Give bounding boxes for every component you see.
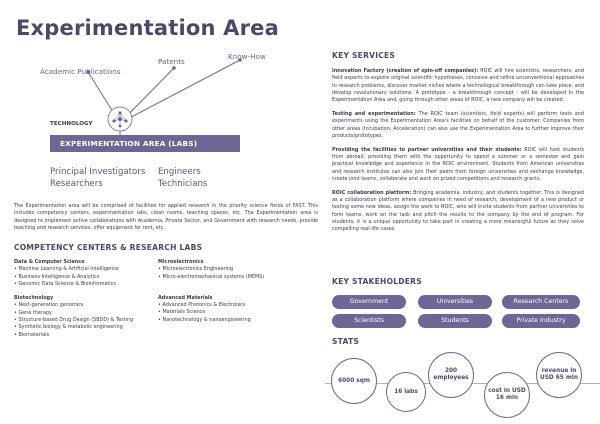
academic-publications-label: Academic Publications bbox=[40, 67, 121, 76]
competency-heading: COMPETENCY CENTERS & RESEARCH LABS bbox=[14, 243, 203, 252]
group-title: Advanced Materials bbox=[158, 294, 213, 301]
intro-paragraph: The Experimentation area will be comprised of facilities for applied research in the priority science fields of FAST. This includes competency centers, experimentation labs, clean rooms, teaching spaces, etc. The Experimentation area is designed to implement active collaborations with Academia, Private Sector, and Government with research needs, provide teaching and research services, offer equipment for rent, etc. bbox=[14, 203, 318, 231]
group-title: Data & Computer Science bbox=[14, 259, 85, 265]
stat-sqm: 6000 sqm bbox=[331, 358, 377, 404]
key-services-text bbox=[332, 68, 584, 240]
technology-label: TECHNOLOGY bbox=[50, 121, 93, 127]
role-technicians: Technicians bbox=[158, 178, 208, 189]
stat-labs: 16 labs bbox=[386, 372, 426, 412]
know-how-label: Know-How bbox=[228, 52, 266, 61]
service-paragraph: Testing and experimentation: The ROIC team (scientists, field experts) will perform tests and experiments using the Experimentation Area's facilities on behalf of the customer. Companies from other areas (Incubation, Acceleration) can also use the Experimentation Area to further improve their products/prototypes. bbox=[332, 110, 584, 139]
group-title: Microelectronics bbox=[158, 259, 204, 265]
experimentation-labs-bar: EXPERIMENTATION AREA (LABS) bbox=[50, 135, 240, 152]
service-paragraph: ROIC collaboration platform: Bringing academia, industry, and students together. This is designed as a collaboration platform where companies in need of research, development of a new product or testing some new ideas, assign the work to ROIC, who will invite students from partner universities to form teams, work on the task and pitch the results to the company by the end of program. For students, it is a unique opportunity to take part in creating a more meaningful future as they solve compelling real-life cases. bbox=[332, 189, 584, 233]
stat-cost: cost in USD 16 mln bbox=[484, 372, 530, 418]
competency-left-column bbox=[14, 259, 156, 339]
service-paragraph: Providing the facilities to partner universities and their students: ROIC will host students from abroad, providing them with the opportunity to spend a summer or a semester and gain practical knowledge and experience in the ROIC environment. Students from American universities and research institutes can also join their peers from foreign universities and exchange knowledge, create joint teams, collaborate and work on prized competitions and research grants. bbox=[332, 146, 584, 182]
stakeholder-private-industry: Private Industry bbox=[502, 314, 580, 328]
list-item: • Business Intelligence & Analytics bbox=[14, 274, 156, 281]
stats-heading: STATS bbox=[332, 337, 359, 346]
roles-left bbox=[50, 167, 145, 190]
role-principal-investigators: Principal Investigators bbox=[50, 167, 146, 177]
list-item: • Biomaterials bbox=[14, 332, 156, 339]
list-item: • Microelectronics Engineering bbox=[158, 266, 318, 273]
list-item: • Genomic Data Science & Bioinformatics bbox=[14, 281, 156, 288]
stat-revenue: revenue in USD 65 mln bbox=[536, 352, 582, 398]
stakeholder-research-centers: Research Centers bbox=[502, 295, 580, 309]
role-engineers: Engineers bbox=[158, 167, 201, 177]
service-paragraph: Innovation Factory (creation of spin-off companies): ROIC will hire scientists, researchers, and field experts to explore original scientific hypotheses, conceive and refine unconventional approaches to research problems, discover market niches where a technological breakthrough can take place, and develop revolutionary solutions. A prototype - a breakthrough concept - will be developed in the Experimentation Area and, going through other areas of ROIC, a new company will be created. bbox=[332, 68, 584, 104]
list-item: • Synthetic biology & metabolic engineering bbox=[14, 324, 156, 331]
list-item: • Nanotechnology & nanoengineering bbox=[158, 317, 318, 324]
role-researchers: Researchers bbox=[50, 178, 103, 189]
stakeholder-universities: Universities bbox=[418, 295, 492, 309]
page-title: Experimentation Area bbox=[16, 16, 279, 40]
competency-right-column bbox=[158, 259, 318, 324]
group-title: Biotechnology bbox=[14, 295, 54, 302]
experimentation-diagram bbox=[0, 40, 320, 195]
list-item: • Materials Science bbox=[158, 309, 318, 316]
list-item: • Gene therapy bbox=[14, 310, 156, 317]
technology-network-icon bbox=[108, 107, 132, 131]
list-item: • Machine Learning & Artificial Intelligence bbox=[14, 266, 156, 273]
stat-employees: 200 employees bbox=[428, 352, 474, 398]
list-item: • Structure-based Drug Design (SBDD) & Testing bbox=[14, 317, 156, 324]
list-item: • Next-generation genomics bbox=[14, 302, 156, 309]
key-stakeholders-heading: KEY STAKEHOLDERS bbox=[332, 277, 422, 286]
key-services-heading: KEY SERVICES bbox=[332, 51, 396, 60]
roles-right bbox=[158, 167, 207, 190]
patents-label: Patents bbox=[158, 57, 185, 66]
list-item: • Micro-electromechanical systems (MEMS) bbox=[158, 274, 318, 281]
stakeholder-government: Government bbox=[332, 295, 406, 309]
stakeholder-scientists: Scientists bbox=[332, 314, 406, 328]
list-item: • Advanced Photonics & Electronics bbox=[158, 302, 318, 309]
stakeholder-students: Students bbox=[418, 314, 492, 328]
